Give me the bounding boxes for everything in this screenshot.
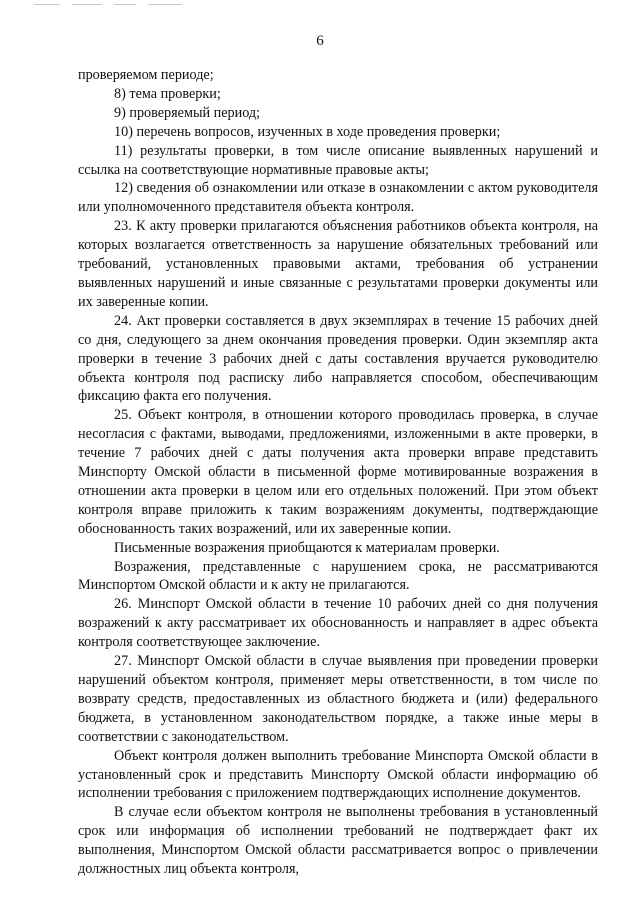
document-body [78,66,598,879]
scan-artifact-line [34,4,194,6]
list-item-topic: 8) тема проверки; [114,85,221,102]
paragraph: проверяемом периоде; [78,67,214,83]
paragraph-late-objections: Возражения, представленные с нарушением срока, не рассматриваются Минспортом Омской области и к акту не прилагаются. [78,558,598,594]
paragraph-non-fulfilment: В случае если объектом контроля не выполнены требования в установленный срок или информация об исполнении требований не подтверждает факт их выполнения, Минспортом Омской области рассматривается вопрос о привлечении должностных лиц объекта контроля, [78,804,598,878]
paragraph-27: 27. Минспорт Омской области в случае выявления при проведении проверки нарушений объектом контроля, применяет меры ответственности, в том числе по возврату средств, предоставленных из областного бюджета и (или) федерального бюджета, в установленном законодательством порядке, а также иные меры в соответствии с законодательством. [78,653,598,745]
list-item-acquaintance: 12) сведения об ознакомлении или отказе в ознакомлении с актом руководителя или уполномоченного представителя объекта контроля. [78,180,598,216]
paragraph-24: 24. Акт проверки составляется в двух экземплярах в течение 15 рабочих дней со дня, следующего за днем окончания проведения проверки. Один экземпляр акта проверки в течение 3 рабочих дней с даты составления вручается руководителю объекта контроля под расписку либо направляется способом, обеспечивающим фиксацию факта его получения. [78,312,598,405]
page-number: 6 [316,33,324,49]
paragraph-fulfil-requirement: Объект контроля должен выполнить требование Минспорта Омской области в установленный срок и представить Минспорту Омской области информацию об исполнении требования с приложением подтверждающих исполнение документов. [78,747,598,802]
list-item-questions: 10) перечень вопросов, изученных в ходе проведения проверки; [114,123,501,140]
list-item-period: 9) проверяемый период; [114,104,261,121]
paragraph-written-objections: Письменные возражения приобщаются к материалам проверки. [114,539,500,556]
paragraph-25: 25. Объект контроля, в отношении которого проводилась проверка, в случае несогласия с фактами, выводами, предложениями, изложенными в акте проверки, в течение 7 рабочих дней с даты получения акта проверки вправе представить Минспорту Омской области в письменной форме мотивированные возражения в отношении акта проверки в целом или его отдельных положений. При этом объект контроля вправе приложить к таким возражениям документы, подтверждающие обоснованность таких возражений, или их заверенные копии. [78,407,598,537]
paragraph-23: 23. К акту проверки прилагаются объяснения работников объекта контроля, на которых возлагается ответственность за нарушение обязательных требований или требований, установленных правовыми актами, требования об устранении выявленных нарушений и иные связанные с результатами проверки документы или их заверенные копии. [78,218,598,310]
list-item-results: 11) результаты проверки, в том числе описание выявленных нарушений и ссылка на соответствующие нормативные правовые акты; [78,142,598,178]
paragraph-26: 26. Минспорт Омской области в течение 10 рабочих дней со дня получения возражений к акту рассматривает их обоснованность и направляет в адрес объекта контроля соответствующее заключение. [78,596,598,651]
